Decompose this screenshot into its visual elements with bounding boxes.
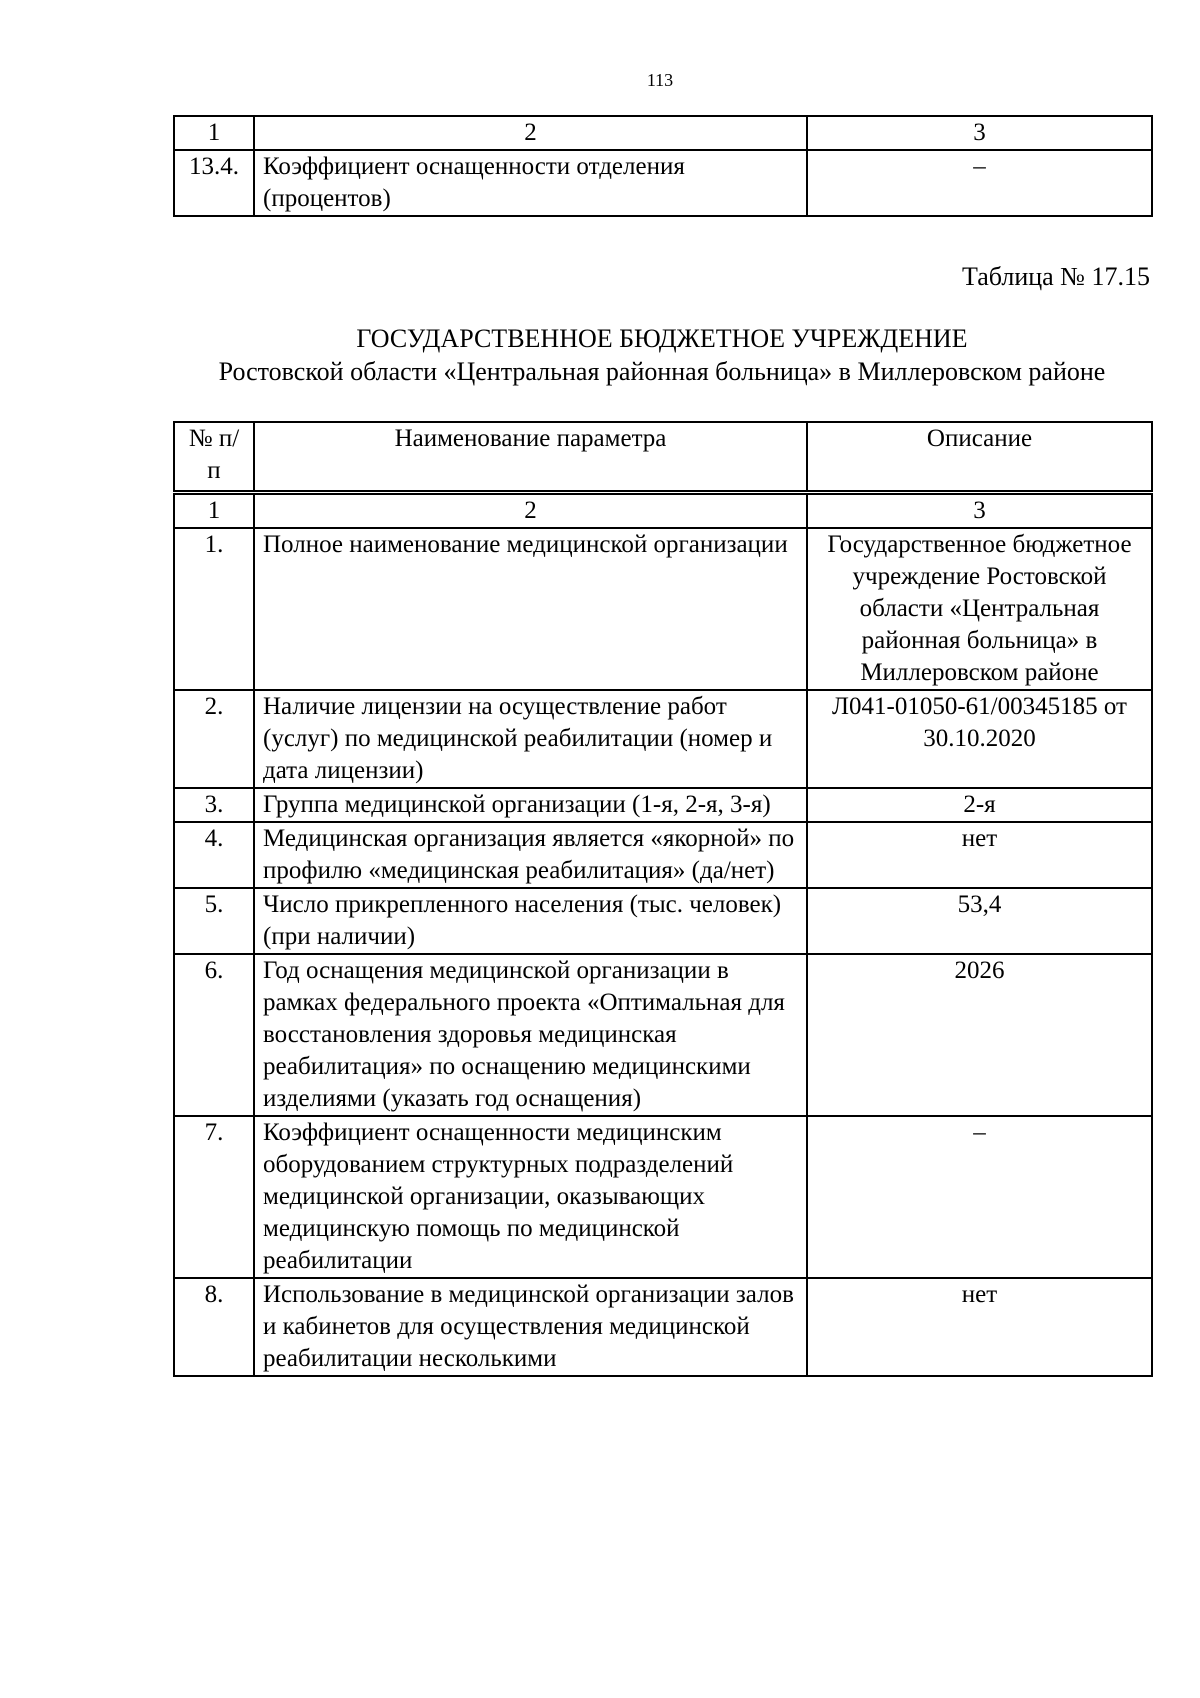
header-description: Описание: [807, 422, 1152, 493]
parameter-name: Коэффициент оснащенности отделения (процентов): [254, 150, 807, 216]
row-number: 2.: [174, 690, 254, 788]
parameter-value: Государственное бюджетное учреждение Ростовской области «Центральная районная больница» в Миллеровском районе: [807, 528, 1152, 690]
page-number: 113: [646, 70, 674, 90]
header-num: № п/п: [174, 422, 254, 493]
row-number: 5.: [174, 888, 254, 954]
column-number: 2: [254, 116, 807, 150]
row-number: 13.4.: [174, 150, 254, 216]
org-title-line-2: Ростовской области «Центральная районная больница» в Миллеровском районе: [218, 357, 1106, 386]
column-number: 2: [254, 493, 807, 529]
parameter-name: Число прикрепленного населения (тыс. человек) (при наличии): [254, 888, 807, 954]
row-number: 7.: [174, 1116, 254, 1278]
org-title: [173, 322, 1151, 388]
parameter-name: Наличие лицензии на осуществление работ (услуг) по медицинской реабилитации (номер и дата лицензии): [254, 690, 807, 788]
org-title-line-1: ГОСУДАРСТВЕННОЕ БЮДЖЕТНОЕ УЧРЕЖДЕНИЕ: [356, 324, 968, 353]
parameter-value: 2026: [807, 954, 1152, 1116]
table-row: [174, 954, 1152, 1116]
parameter-value: Л041-01050-61/00345185 от 30.10.2020: [807, 690, 1152, 788]
header-name: Наименование параметра: [254, 422, 807, 493]
header-row: [174, 422, 1152, 493]
parameter-name: Группа медицинской организации (1-я, 2-я, 3-я): [254, 788, 807, 822]
parameter-value: –: [807, 1116, 1152, 1278]
row-number: 1.: [174, 528, 254, 690]
parameter-value: нет: [807, 822, 1152, 888]
row-number: 3.: [174, 788, 254, 822]
column-number: 3: [807, 493, 1152, 529]
column-number: 1: [174, 116, 254, 150]
parameter-value: нет: [807, 1278, 1152, 1376]
parameter-name: Использование в медицинской организации залов и кабинетов для осуществления медицинской реабилитации несколькими: [254, 1278, 807, 1376]
table-row: [174, 690, 1152, 788]
column-number: 3: [807, 116, 1152, 150]
parameter-name: Коэффициент оснащенности медицинским оборудованием структурных подразделений медицинской организации, оказывающих медицинскую помощь по медицинской реабилитации: [254, 1116, 807, 1278]
row-number: 6.: [174, 954, 254, 1116]
table-row: [174, 788, 1152, 822]
parameter-name: Полное наименование медицинской организации: [254, 528, 807, 690]
table-row: [174, 528, 1152, 690]
parameters-table: [173, 421, 1153, 1377]
table-caption: Таблица № 17.15: [961, 262, 1150, 291]
table-row: [174, 150, 1152, 216]
parameter-name: Год оснащения медицинской организации в рамках федерального проекта «Оптимальная для восстановления здоровья медицинская реабилитация» по оснащению медицинскими изделиями (указать год оснащения): [254, 954, 807, 1116]
parameter-name: Медицинская организация является «якорной» по профилю «медицинская реабилитация» (да/нет): [254, 822, 807, 888]
table-row: [174, 822, 1152, 888]
table-row: [174, 1116, 1152, 1278]
parameter-value: 53,4: [807, 888, 1152, 954]
row-number: 8.: [174, 1278, 254, 1376]
column-number-row: [174, 493, 1152, 529]
table-row: [174, 1278, 1152, 1376]
parameter-value: 2-я: [807, 788, 1152, 822]
parameter-value: –: [807, 150, 1152, 216]
continued-table: [173, 115, 1153, 217]
column-number: 1: [174, 493, 254, 529]
row-number: 4.: [174, 822, 254, 888]
table-row: [174, 888, 1152, 954]
column-number-row: [174, 116, 1152, 150]
